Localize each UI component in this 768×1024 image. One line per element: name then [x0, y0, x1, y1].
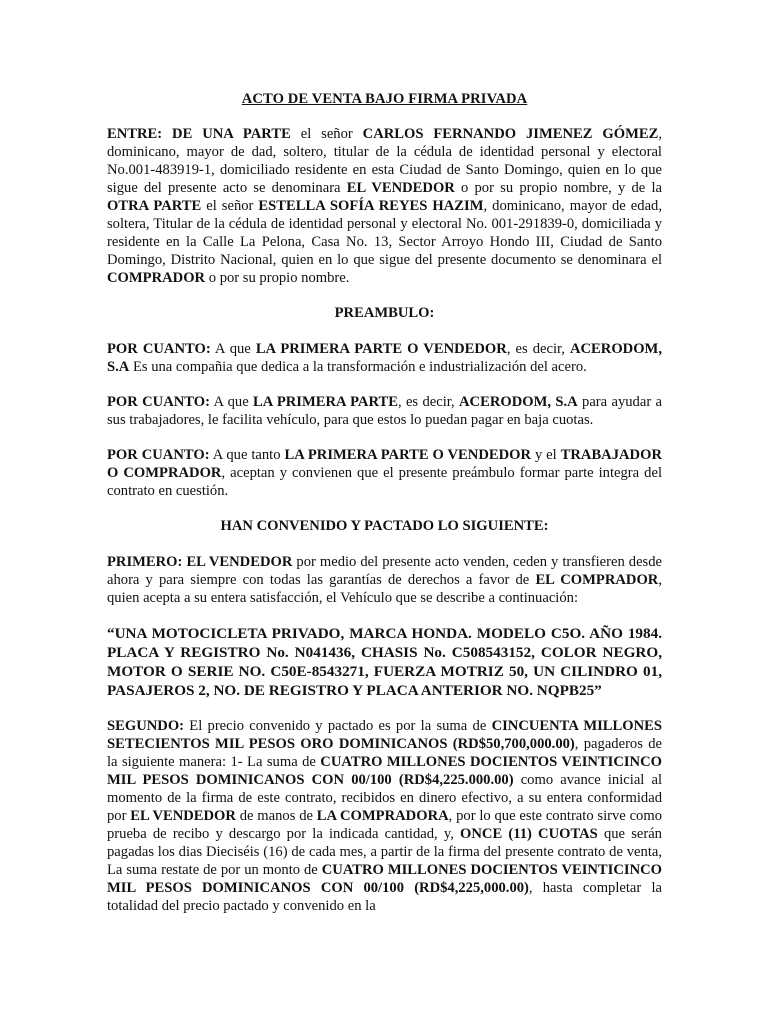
por-cuanto-2-paragraph	[107, 393, 662, 429]
text-run: El precio convenido y pactado es por la suma de	[184, 718, 492, 734]
bold-run: LA PRIMERA PARTE O VENDEDOR	[284, 447, 532, 463]
bold-run: CUATRO MILLONES DOCIENTOS VEINTICINCO MIL PESOS DOMINICANOS CON 00/100 (RD$4,225,000.00)	[107, 862, 662, 896]
parties-paragraph	[107, 125, 662, 287]
seller-role: EL VENDEDOR	[346, 180, 455, 196]
text-run: A que	[209, 394, 254, 410]
bold-run: CINCUENTA MILLONES SETECIENTOS MIL PESOS ORO DOMINICANOS (RD$50,700,000.00)	[107, 718, 662, 752]
text-run: el señor	[290, 126, 363, 142]
por-cuanto-label: POR CUANTO:	[107, 394, 210, 410]
text-run: , por lo que este contrato sirve como prueba de recibo y descargo por la indicada cantidad, y,	[107, 808, 662, 842]
text-run: , es decir,	[397, 394, 460, 410]
por-cuanto-1-paragraph	[107, 340, 662, 376]
preambulo-heading: PREAMBULO:	[334, 305, 435, 321]
text-run: el señor	[201, 198, 259, 214]
bold-run: EL VENDEDOR	[186, 554, 293, 570]
bold-run: TRABAJADOR O COMPRADOR	[107, 447, 662, 481]
other-party-label: OTRA PARTE	[107, 198, 202, 214]
text-run: A que tanto	[209, 447, 285, 463]
company-name: ACERODOM, S.A	[107, 341, 662, 375]
vehicle-description: “UNA MOTOCICLETA PRIVADO, MARCA HONDA. MODELO C5O. AÑO 1984. PLACA Y REGISTRO No. N041436, CHASIS No. C508543152, COLOR NEGRO, MOTOR O SERIE NO. C50E-8543271, FUERZA MOTRIZ 50, UN CILINDRO 01, PASAJEROS 2, NO. DE REGISTRO Y PLACA ANTERIOR NO. NQPB25”	[107, 625, 662, 699]
buyer-role: COMPRADOR	[107, 270, 206, 286]
text-run: , quien acepta a su entera satisfacción, el Vehículo que se describe a continuación:	[107, 572, 662, 606]
clause-label: PRIMERO:	[107, 554, 183, 570]
bold-run: ONCE (11) CUOTAS	[460, 826, 598, 842]
text-run: , pagaderos de la siguiente manera: 1- La suma de	[107, 736, 662, 770]
text-run: para ayudar a sus trabajadores, le facilita vehículo, para que estos lo puedan pagar en baja cuotas.	[107, 394, 663, 428]
primero-paragraph	[107, 553, 662, 607]
por-cuanto-3-paragraph	[107, 446, 662, 500]
seller-name: CARLOS FERNANDO JIMENEZ GÓMEZ	[362, 126, 659, 142]
text-run: Es una compañia que dedica a la transformación e industrialización del acero.	[129, 359, 587, 375]
bold-run: LA PRIMERA PARTE O VENDEDOR	[255, 341, 507, 357]
company-name: ACERODOM, S.A	[459, 394, 578, 410]
text-run: como avance inicial al momento de la firma de este contrato, recibidos en dinero efectivo, a su entera conformidad por	[107, 772, 663, 824]
text-run: , dominicano, mayor de dad, soltero, titular de la cédula de identidad personal y electoral No.001-483919-1, domiciliado residente en esta Ciudad de Santo Domingo, quien en lo que sigue del presente acto se denominara	[107, 126, 662, 196]
bold-run: CUATRO MILLONES DOCIENTOS VEINTICINCO MIL PESOS DOMINICANOS CON 00/100 (RD$4,225.000.00)	[107, 754, 662, 788]
text-run: , aceptan y convienen que el presente preámbulo formar parte integra del contrato en cuestión.	[107, 465, 662, 499]
text-run: y el	[531, 447, 561, 463]
text-run: o por su propio nombre, y de la	[454, 180, 662, 196]
buyer-name: ESTELLA SOFÍA REYES HAZIM	[258, 198, 484, 214]
clause-label: SEGUNDO:	[107, 718, 185, 734]
entre-label: ENTRE: DE UNA PARTE	[107, 126, 291, 142]
convenido-heading: HAN CONVENIDO Y PACTADO LO SIGUIENTE:	[220, 518, 549, 534]
text-run: que serán pagadas los dias Dieciséis (16) de cada mes, a partir de la firma del presente contrato de venta, La suma restate de por un monto de	[107, 826, 662, 878]
text-run: de manos de	[235, 808, 317, 824]
bold-run: EL COMPRADOR	[535, 572, 659, 588]
text-run: , dominicano, mayor de edad, soltera, Titular de la cédula de identidad personal y electoral No. 001-291839-0, domiciliada y residente en la Calle La Pelona, Casa No. 13, Sector Arroyo Hondo III, Ciudad de Santo Domingo, Distrito Nacional, quien en lo que sigue del presente documento se denominara el	[107, 198, 662, 268]
bold-run: LA COMPRADORA	[316, 808, 449, 824]
document-title: ACTO DE VENTA BAJO FIRMA PRIVADA	[241, 91, 528, 107]
text-run: por medio del presente acto venden, ceden y transfieren desde ahora y para siempre con todas las garantías de derechos a favor de	[107, 554, 663, 588]
por-cuanto-label: POR CUANTO:	[107, 447, 210, 463]
text-run: o por su propio nombre.	[205, 270, 350, 286]
bold-run: LA PRIMERA PARTE	[253, 394, 398, 410]
text-run: , es decir,	[506, 341, 570, 357]
por-cuanto-label: POR CUANTO:	[107, 341, 211, 357]
text-run: , hasta completar la totalidad del precio pactado y convenido en la	[107, 880, 662, 914]
text-run: A que	[210, 341, 256, 357]
segundo-paragraph	[107, 717, 662, 915]
bold-run: EL VENDEDOR	[130, 808, 236, 824]
